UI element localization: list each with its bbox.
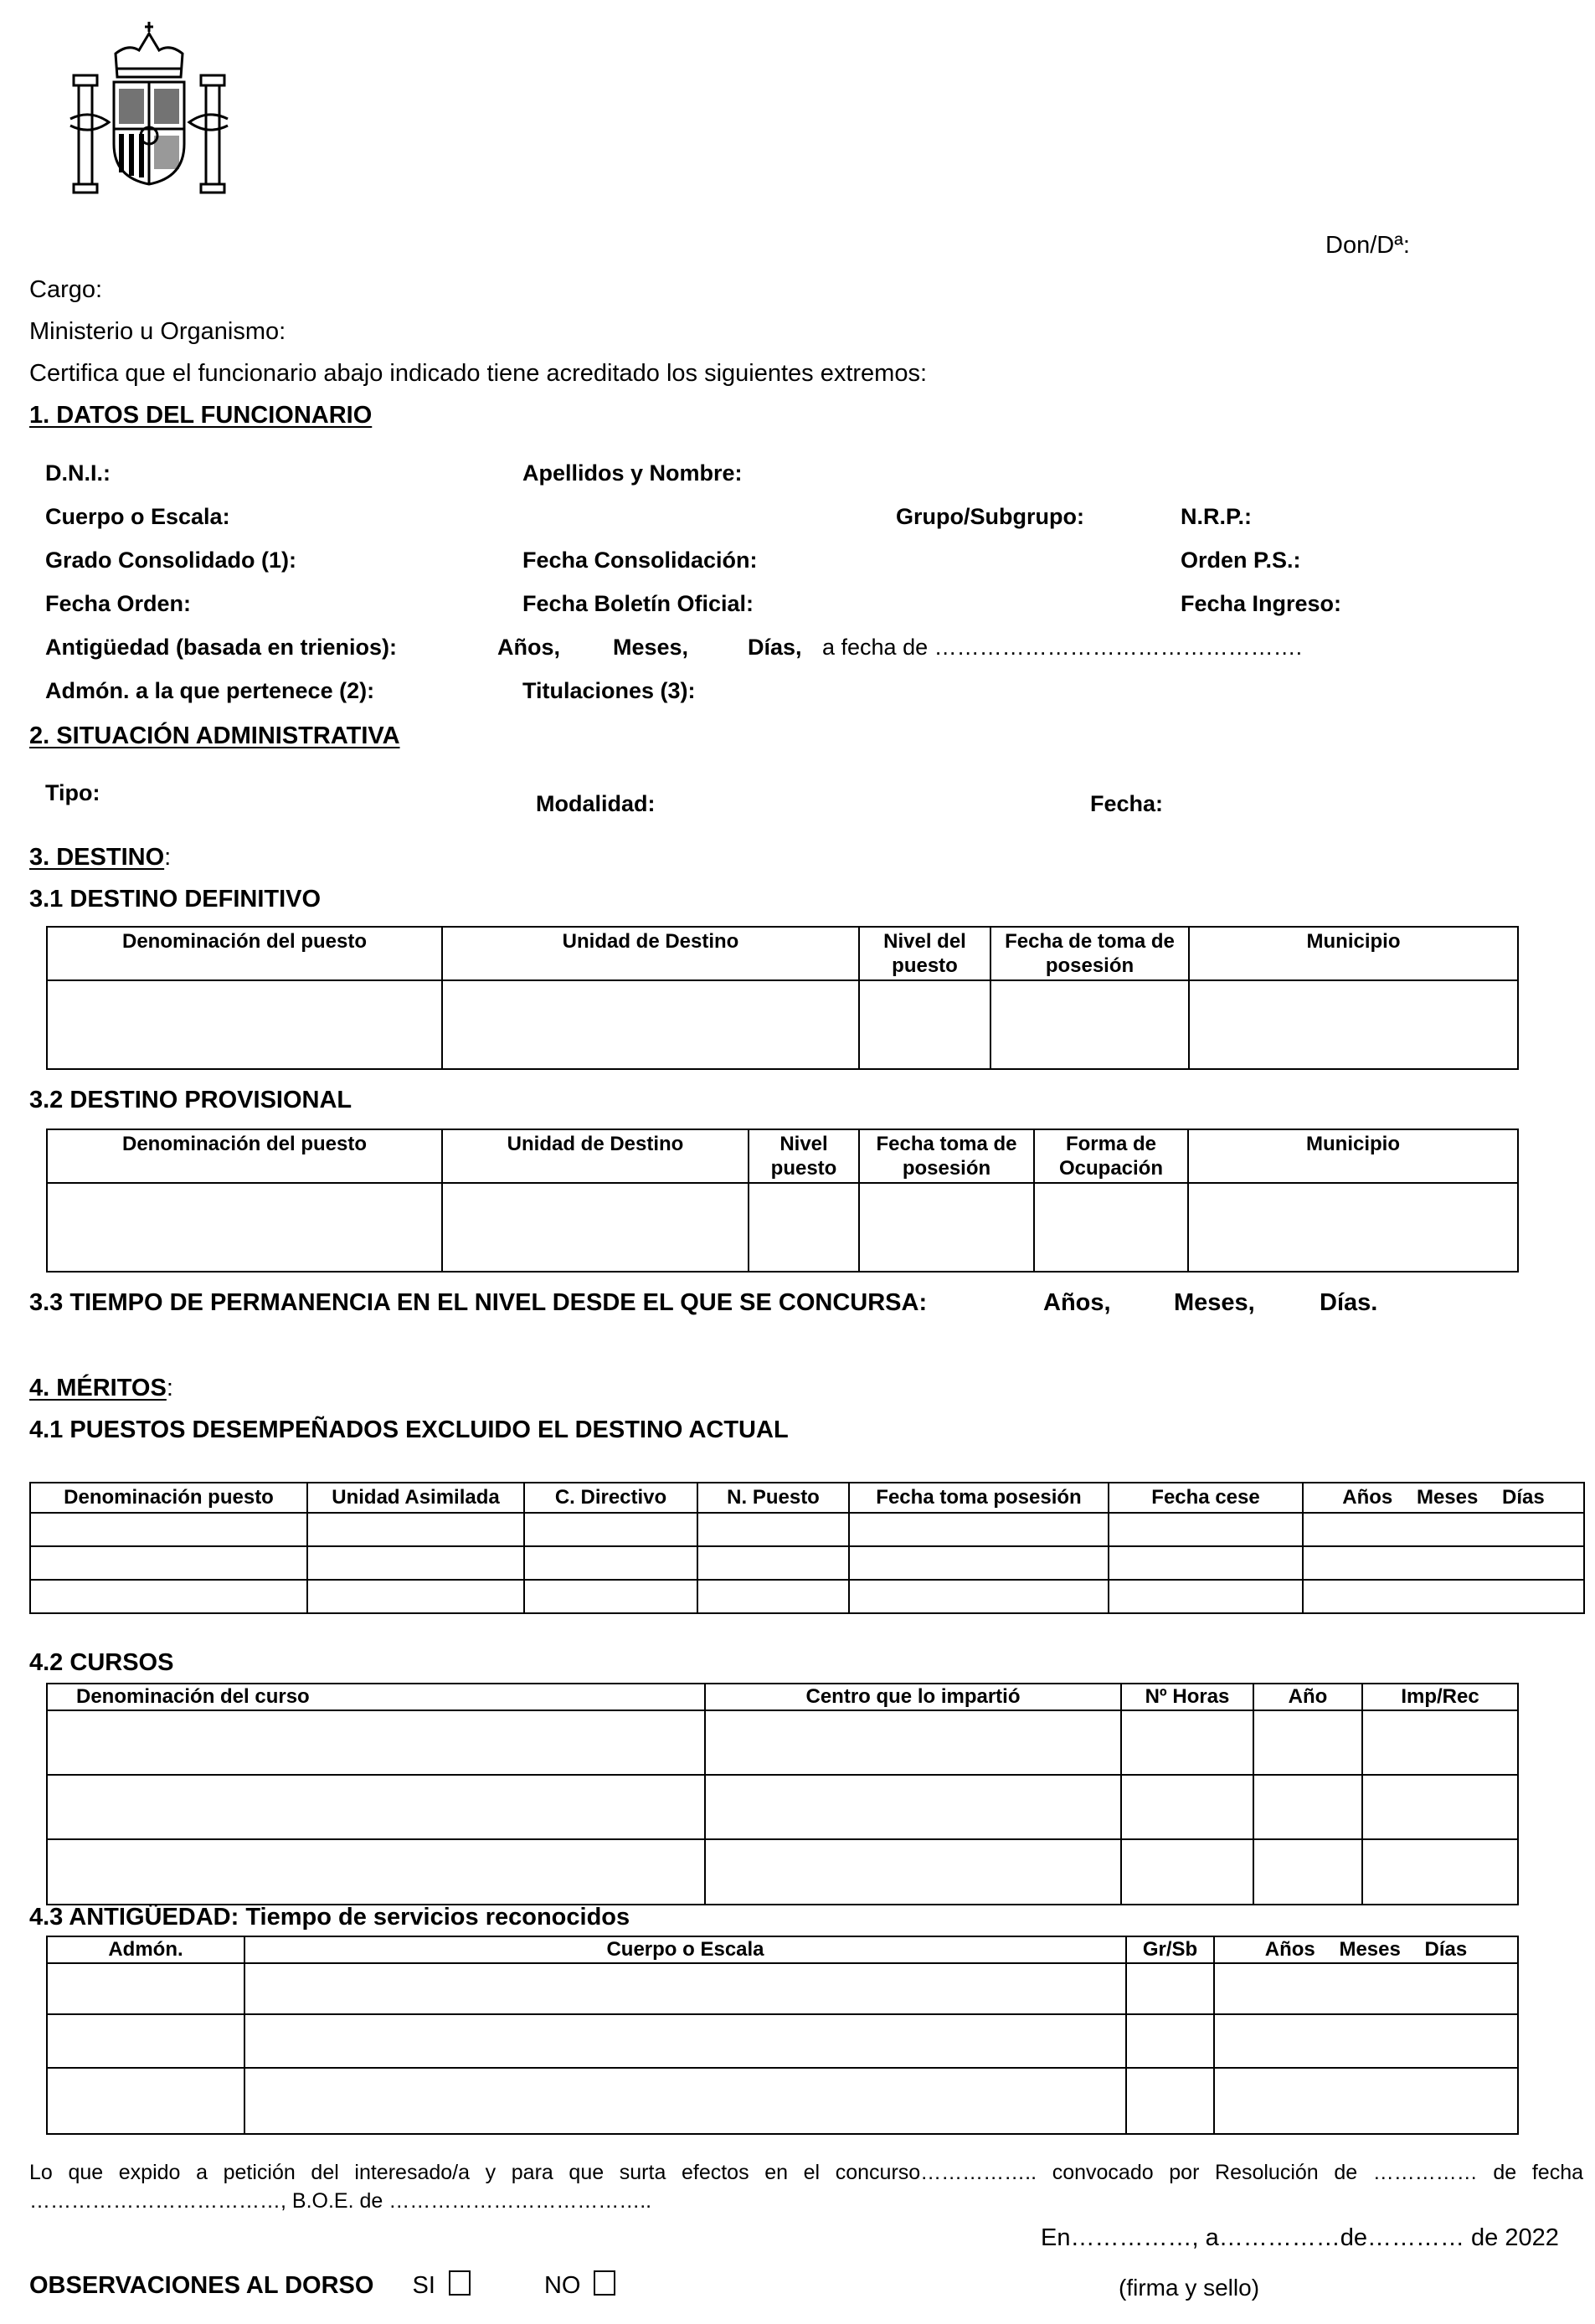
table-cell[interactable]	[1109, 1546, 1303, 1580]
table-cell[interactable]	[1121, 1775, 1253, 1839]
grado-label: Grado Consolidado (1):	[45, 548, 296, 573]
observaciones-row	[29, 2270, 615, 2300]
table-cell[interactable]	[524, 1546, 697, 1580]
table-row	[47, 980, 1518, 1069]
table-cell[interactable]	[47, 1710, 705, 1775]
table-cell[interactable]	[1034, 1183, 1188, 1272]
table-cell[interactable]	[244, 2068, 1126, 2134]
table-cell[interactable]	[990, 980, 1189, 1069]
table-row	[47, 1183, 1518, 1272]
table-row	[47, 1839, 1518, 1905]
table-cell[interactable]	[697, 1546, 849, 1580]
fecha-ingreso-label: Fecha Ingreso:	[1181, 591, 1342, 616]
puestos-desempenados-table	[29, 1482, 1585, 1614]
tipo-label: Tipo:	[45, 780, 100, 805]
modalidad-label: Modalidad:	[536, 791, 656, 816]
destino-definitivo-table	[46, 926, 1519, 1070]
table-cell[interactable]	[1253, 1839, 1362, 1905]
table-cell[interactable]	[859, 980, 990, 1069]
admon-label: Admón. a la que pertenece (2):	[45, 678, 375, 703]
table-cell[interactable]	[859, 1183, 1034, 1272]
table-cell[interactable]	[244, 1963, 1126, 2014]
table-cell[interactable]	[1188, 1183, 1518, 1272]
certifica-text: Certifica que el funcionario abajo indicado tiene acreditado los siguientes extremos:	[29, 360, 928, 387]
no-checkbox[interactable]	[594, 2270, 615, 2296]
table-row	[47, 1963, 1518, 2014]
table-cell[interactable]	[524, 1513, 697, 1546]
table-header: C. Directivo	[524, 1483, 697, 1513]
table-cell[interactable]	[1362, 1710, 1518, 1775]
table-cell[interactable]	[47, 2014, 244, 2068]
table-cell[interactable]	[1303, 1546, 1584, 1580]
table-cell[interactable]	[749, 1183, 859, 1272]
table-cell[interactable]	[1121, 1839, 1253, 1905]
cursos-table	[46, 1683, 1519, 1905]
table-header: Municipio	[1189, 927, 1518, 980]
section-4-title-text: 4. MÉRITOS	[29, 1375, 167, 1401]
grupo-label: Grupo/Subgrupo:	[896, 504, 1084, 529]
table-header: Denominación del curso	[47, 1684, 705, 1710]
table-header: Años Meses Días	[1214, 1936, 1518, 1963]
table-header: N. Puesto	[697, 1483, 849, 1513]
table-cell[interactable]	[442, 1183, 749, 1272]
table-header: Admón.	[47, 1936, 244, 1963]
table-row	[47, 2014, 1518, 2068]
observaciones-label: OBSERVACIONES AL DORSO	[29, 2272, 374, 2299]
table-cell[interactable]	[307, 1580, 524, 1613]
section-3-colon: :	[164, 844, 172, 871]
nrp-label: N.R.P.:	[1181, 504, 1253, 529]
a-fecha-text: a fecha de ………………………………………….	[822, 635, 1303, 660]
coat-of-arms-icon	[65, 18, 233, 198]
section-3-2-title: 3.2 DESTINO PROVISIONAL	[29, 1087, 352, 1113]
dni-label: D.N.I.:	[45, 460, 111, 486]
destino-provisional-table	[46, 1129, 1519, 1273]
antiguedad-label: Antigüedad (basada en trienios):	[45, 635, 398, 660]
cargo-label: Cargo:	[29, 276, 103, 303]
table-cell[interactable]	[705, 1710, 1121, 1775]
fecha-consolidacion-label: Fecha Consolidación:	[522, 548, 758, 573]
table-cell[interactable]	[849, 1546, 1109, 1580]
table-cell[interactable]	[30, 1513, 307, 1546]
table-cell[interactable]	[1214, 2014, 1518, 2068]
table-cell[interactable]	[1253, 1775, 1362, 1839]
apellidos-label: Apellidos y Nombre:	[522, 460, 743, 486]
titulaciones-label: Titulaciones (3):	[522, 678, 696, 703]
table-row	[47, 1775, 1518, 1839]
table-header: Año	[1253, 1684, 1362, 1710]
table-cell[interactable]	[705, 1775, 1121, 1839]
section-4-2-title: 4.2 CURSOS	[29, 1649, 174, 1676]
table-header: Fecha toma posesión	[849, 1483, 1109, 1513]
table-cell[interactable]	[697, 1580, 849, 1613]
table-header: Imp/Rec	[1362, 1684, 1518, 1710]
table-cell[interactable]	[705, 1839, 1121, 1905]
si-checkbox[interactable]	[449, 2270, 471, 2296]
table-header: Denominación del puesto	[47, 927, 442, 980]
table-cell[interactable]	[307, 1546, 524, 1580]
table-cell[interactable]	[1214, 1963, 1518, 2014]
table-cell[interactable]	[1109, 1580, 1303, 1613]
section-4-colon: :	[166, 1375, 173, 1401]
no-label: NO	[543, 2272, 581, 2299]
table-row	[47, 2068, 1518, 2134]
section-3-3-title: 3.3 TIEMPO DE PERMANENCIA EN EL NIVEL DESDE EL QUE SE CONCURSA:	[29, 1289, 928, 1316]
table-cell[interactable]	[244, 2014, 1126, 2068]
table-cell[interactable]	[849, 1580, 1109, 1613]
table-cell[interactable]	[1214, 2068, 1518, 2134]
table-header: Gr/Sb	[1126, 1936, 1214, 1963]
table-cell[interactable]	[524, 1580, 697, 1613]
table-cell[interactable]	[1253, 1710, 1362, 1775]
table-cell[interactable]	[1126, 1963, 1214, 2014]
section-2-title: 2. SITUACIÓN ADMINISTRATIVA	[29, 722, 400, 749]
table-cell[interactable]	[30, 1546, 307, 1580]
antiguedad-anos: Años,	[497, 635, 561, 660]
antiguedad-meses: Meses,	[613, 635, 689, 660]
table-row	[30, 1513, 1584, 1546]
table-header: Nivel del puesto	[859, 927, 990, 980]
table-cell[interactable]	[1126, 2014, 1214, 2068]
table-header: Denominación puesto	[30, 1483, 307, 1513]
table-cell[interactable]	[1303, 1580, 1584, 1613]
fecha-boletin-label: Fecha Boletín Oficial:	[522, 591, 754, 616]
place-date-line: En……………, a……………de………… de 2022	[1041, 2224, 1559, 2251]
antiguedad-servicios-table	[46, 1936, 1519, 2135]
table-cell[interactable]	[849, 1513, 1109, 1546]
table-cell[interactable]	[47, 1963, 244, 2014]
ministerio-label: Ministerio u Organismo:	[29, 318, 286, 345]
table-header: Unidad de Destino	[442, 927, 859, 980]
firma-label: (firma y sello)	[1119, 2275, 1260, 2301]
table-cell[interactable]	[47, 2068, 244, 2134]
table-header: Unidad de Destino	[442, 1129, 749, 1183]
table-header: Fecha cese	[1109, 1483, 1303, 1513]
si-label: SI	[412, 2272, 435, 2299]
permanencia-dias: Días.	[1320, 1289, 1378, 1316]
table-cell[interactable]	[1109, 1513, 1303, 1546]
cuerpo-label: Cuerpo o Escala:	[45, 504, 230, 529]
coat-of-arms	[65, 18, 233, 198]
table-header: Años Meses Días	[1303, 1483, 1584, 1513]
table-cell[interactable]	[1126, 2068, 1214, 2134]
table-cell[interactable]	[47, 980, 442, 1069]
table-header: Fecha toma de posesión	[859, 1129, 1034, 1183]
orden-ps-label: Orden P.S.:	[1181, 548, 1301, 573]
permanencia-anos: Años,	[1043, 1289, 1111, 1316]
table-header: Nivel puesto	[749, 1129, 859, 1183]
table-cell[interactable]	[1121, 1710, 1253, 1775]
table-cell[interactable]	[47, 1183, 442, 1272]
table-cell[interactable]	[47, 1839, 705, 1905]
table-row	[30, 1546, 1584, 1580]
table-cell[interactable]	[1362, 1839, 1518, 1905]
section-4-title	[29, 1375, 173, 1402]
section-3-1-title: 3.1 DESTINO DEFINITIVO	[29, 886, 322, 913]
permanencia-meses: Meses,	[1174, 1289, 1255, 1316]
table-row	[30, 1580, 1584, 1613]
table-header: Denominación del puesto	[47, 1129, 442, 1183]
table-header: Municipio	[1188, 1129, 1518, 1183]
table-header: Nº Horas	[1121, 1684, 1253, 1710]
table-cell[interactable]	[442, 980, 859, 1069]
table-cell[interactable]	[307, 1513, 524, 1546]
fecha-orden-label: Fecha Orden:	[45, 591, 192, 616]
table-cell[interactable]	[47, 1775, 705, 1839]
antiguedad-dias: Días,	[748, 635, 802, 660]
table-header: Unidad Asimilada	[307, 1483, 524, 1513]
section-4-1-title: 4.1 PUESTOS DESEMPEÑADOS EXCLUIDO EL DESTINO ACTUAL	[29, 1417, 789, 1443]
table-cell[interactable]	[1362, 1775, 1518, 1839]
table-header: Cuerpo o Escala	[244, 1936, 1126, 1963]
table-header: Centro que lo impartió	[705, 1684, 1121, 1710]
expido-text: Lo que expido a petición del interesado/a y para que surta efectos en el concurso…………….. convocado por Resolución de …………… de fecha ………………………………, B.O.E. de ………………………………..	[29, 2161, 1583, 2213]
section-3-title-text: 3. DESTINO	[29, 844, 165, 871]
table-header: Forma de Ocupación	[1034, 1129, 1188, 1183]
section-3-title	[29, 844, 171, 872]
don-label: Don/Dª:	[1325, 232, 1410, 259]
section-1-title: 1. DATOS DEL FUNCIONARIO	[29, 402, 373, 429]
table-cell[interactable]	[1303, 1513, 1584, 1546]
table-row	[47, 1710, 1518, 1775]
table-cell[interactable]	[30, 1580, 307, 1613]
table-cell[interactable]	[1189, 980, 1518, 1069]
situacion-fecha-label: Fecha:	[1090, 791, 1164, 816]
section-4-3-title: 4.3 ANTIGÜEDAD: Tiempo de servicios reconocidos	[29, 1904, 630, 1931]
table-header: Fecha de toma de posesión	[990, 927, 1189, 980]
table-cell[interactable]	[697, 1513, 849, 1546]
